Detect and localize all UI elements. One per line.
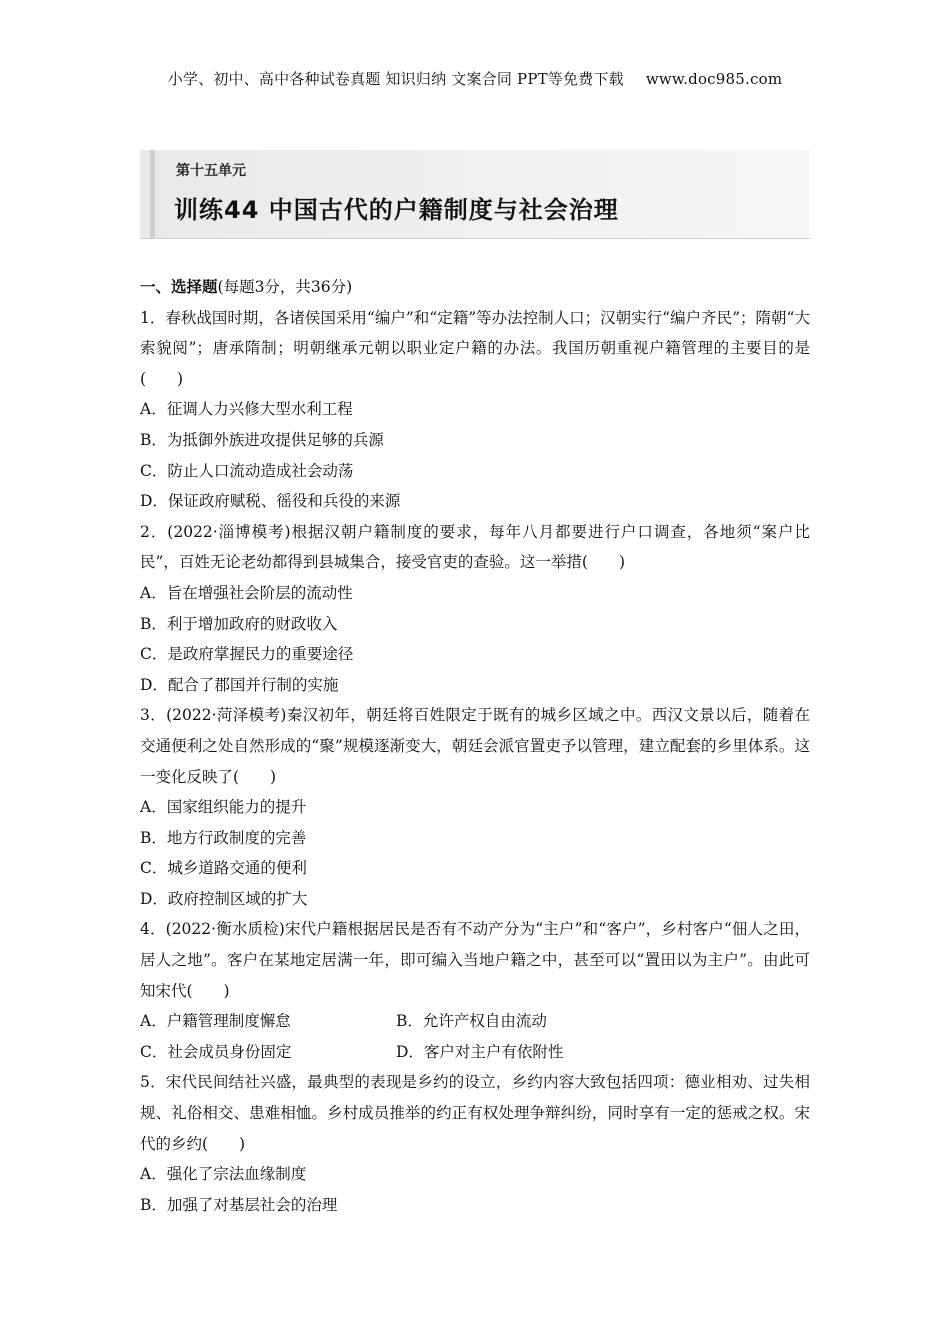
question-2 (140, 517, 810, 701)
question-stem: 4．(2022·衡水质检)宋代户籍根据居民是否有不动产分为“主户”和“客户”，乡村客户“佃人之田，居人之地”。客户在某地定居满一年，即可编入当地户籍之中，甚至可以“置田以为主户”。由此可知宋代( ) (140, 920, 810, 1000)
option-d: D．客户对主户有依附性 (396, 1042, 564, 1061)
option-c: C．防止人口流动造成社会动荡 (140, 461, 354, 480)
option-b: B．利于增加政府的财政收入 (140, 614, 338, 633)
unit-header-bar (150, 150, 155, 238)
option-a: A．旨在增强社会阶层的流动性 (140, 583, 353, 602)
option-d: D．政府控制区域的扩大 (140, 889, 308, 908)
question-3 (140, 700, 810, 914)
option-c: C．城乡道路交通的便利 (140, 859, 307, 878)
option-row (140, 1037, 810, 1068)
question-stem: 2．(2022·淄博模考)根据汉朝户籍制度的要求，每年八月都要进行户口调查，各地须“案户比民”，百姓无论老幼都得到县城集合，接受官吏的查验。这一举措( ) (140, 522, 810, 572)
option-a: A．强化了宗法血缘制度 (140, 1165, 307, 1184)
option-a: A．征调人力兴修大型水利工程 (140, 400, 353, 419)
question-5 (140, 1067, 810, 1220)
question-list (140, 272, 810, 1220)
option-b: B．地方行政制度的完善 (140, 828, 307, 847)
option-d: D．配合了郡国并行制的实施 (140, 675, 339, 694)
option-a: A．国家组织能力的提升 (140, 798, 307, 817)
unit-label: 第十五单元 (176, 163, 246, 179)
banner-site-link[interactable]: www.doc985.com (645, 70, 783, 88)
question-4 (140, 914, 810, 1067)
question-stem: 5．宋代民间结社兴盛，最典型的表现是乡约的设立，乡约内容大致包括四项：德业相劝、过失相规、礼俗相交、患难相恤。乡村成员推举的约正有权处理争辩纠纷，同时享有一定的惩戒之权。宋代的乡约( ) (140, 1073, 810, 1153)
option-d: D．保证政府赋税、徭役和兵役的来源 (140, 492, 401, 511)
option-b: B．加强了对基层社会的治理 (140, 1195, 338, 1214)
question-1 (140, 303, 810, 517)
option-row (140, 1006, 810, 1037)
option-a: A．户籍管理制度懈怠 (140, 1012, 291, 1031)
page-title: 训练44 中国古代的户籍制度与社会治理 (174, 196, 619, 224)
option-b: B．允许产权自由流动 (396, 1012, 547, 1031)
option-c: C．是政府掌握民力的重要途径 (140, 645, 354, 664)
unit-header (140, 150, 810, 239)
site-banner (0, 68, 950, 89)
question-stem: 3．(2022·菏泽模考)秦汉初年，朝廷将百姓限定于既有的城乡区域之中。西汉文景以后，随着在交通便利之处自然形成的“聚”规模逐渐变大，朝廷会派官置吏予以管理，建立配套的乡里体系。这一变化反映了( ) (140, 706, 810, 786)
banner-text: 小学、初中、高中各种试卷真题 知识归纳 文案合同 PPT等免费下载 (167, 70, 624, 88)
option-b: B．为抵御外族进攻提供足够的兵源 (140, 430, 384, 449)
section-title: 一、选择题 (140, 277, 218, 296)
section-heading (140, 272, 810, 303)
option-c: C．社会成员身份固定 (140, 1042, 292, 1061)
question-stem: 1．春秋战国时期，各诸侯国采用“编户”和“定籍”等办法控制人口；汉朝实行“编户齐民”；隋朝“大索貌阅”；唐承隋制；明朝继承元朝以职业定户籍的办法。我国历朝重视户籍管理的主要目的是( ) (140, 308, 810, 388)
section-note: (每题3分，共36分) (217, 278, 353, 296)
